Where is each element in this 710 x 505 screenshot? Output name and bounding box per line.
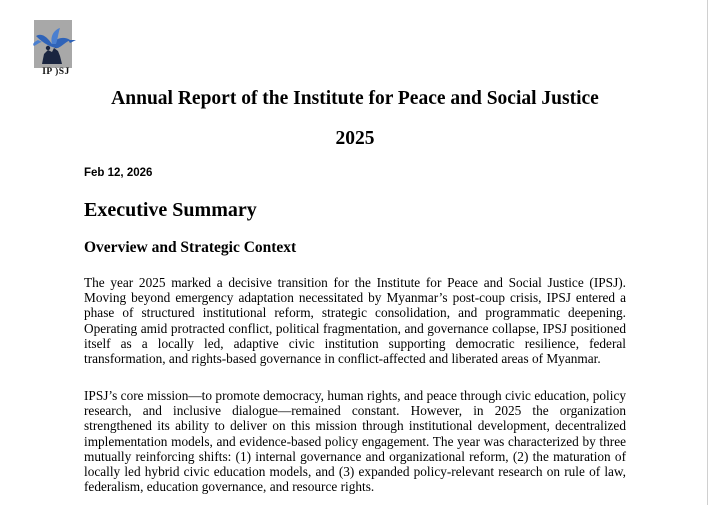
- ipsj-logo: [30, 18, 84, 80]
- section-heading: Executive Summary: [84, 199, 257, 221]
- logo-text: IP )SJ: [42, 67, 70, 77]
- dove-and-people-emblem-icon: [30, 18, 84, 68]
- subsection-heading: Overview and Strategic Context: [84, 239, 297, 256]
- report-date: Feb 12, 2026: [84, 167, 153, 179]
- report-title: Annual Report of the Institute for Peace and Social Justice: [111, 88, 599, 109]
- body-paragraph: The year 2025 marked a decisive transition for the Institute for Peace and Social Justice (IPSJ). Moving beyond emergency adaptation necessitated by Myanmar’s post-coup crisis, IPSJ entered a phase of structured institutional reform, strategic consolidation, and programmatic deepening. Operating amid protracted conflict, political fragmentation, and governance collapse, IPSJ positioned itself as a locally led, adaptive civic institution supporting democratic resilience, federal transformation, and rights-based governance in conflict-affected and liberated areas of Myanmar.: [84, 275, 626, 367]
- body-paragraph: IPSJ’s core mission—to promote democracy, human rights, and peace through civic education, policy research, and inclusive dialogue—remained constant. However, in 2025 the organization strengthened its ability to deliver on this mission through institutional development, decentralized implementation models, and evidence-based policy engagement. The year was characterized by three mutually reinforcing shifts: (1) internal governance and organizational reform, (2) the maturation of locally led hybrid civic education models, and (3) expanded policy-relevant research on rule of law, federalism, education governance, and resource rights.: [84, 388, 626, 495]
- report-year: 2025: [335, 128, 375, 149]
